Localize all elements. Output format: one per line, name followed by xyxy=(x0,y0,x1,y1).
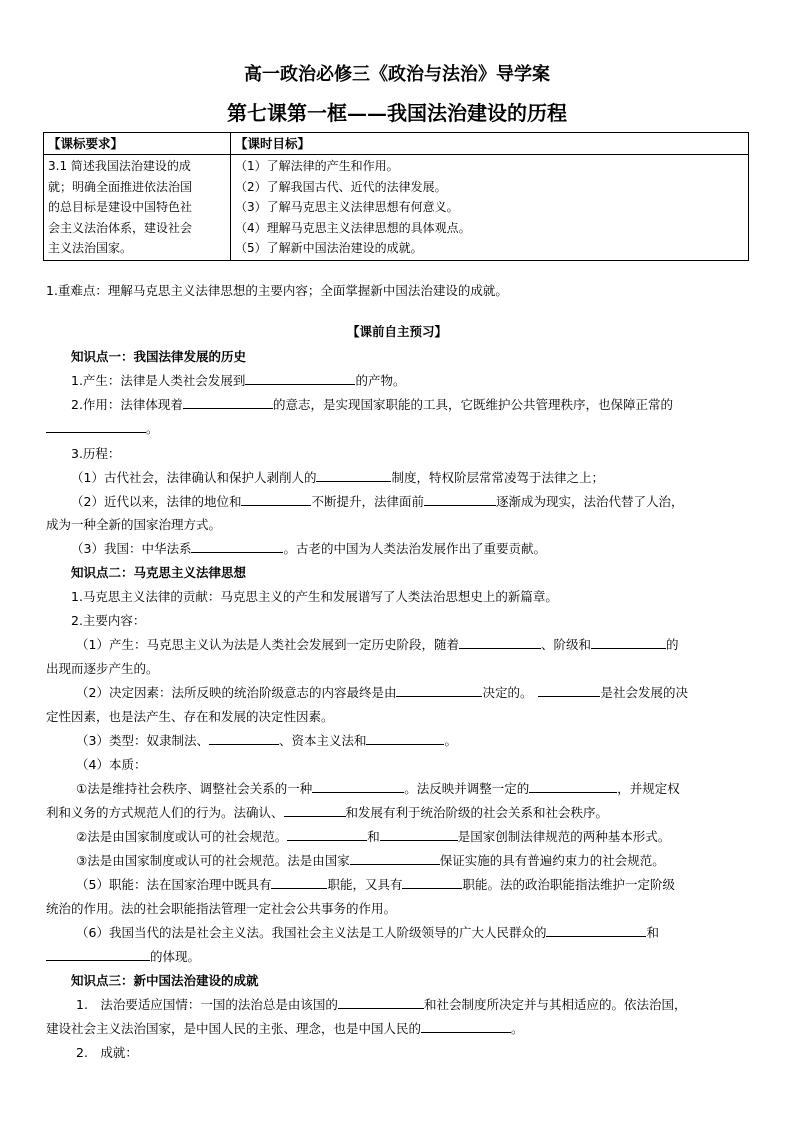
curriculum-standard-header: 【课标要求】 xyxy=(44,133,231,155)
fill-blank[interactable] xyxy=(402,876,462,889)
fill-blank[interactable] xyxy=(241,493,311,506)
standard-line: 主义法治国家。 xyxy=(48,241,133,255)
text-line: 利和义务的方式规范人们的行为。法确认、 和发展有利于统治阶级的社会关系和社会秩序。 xyxy=(46,805,609,820)
text-line: （2）近代以来，法律的地位和 不断提升，法律面前 逐渐成为现实，法治代替了人治， xyxy=(71,494,684,509)
text-line: 出现而逐步产生的。 xyxy=(46,661,159,676)
text-line: 1.产生：法律是人类社会发展到 的产物。 xyxy=(71,373,406,388)
text-line: 1. 法治要适应国情：一国的法治总是由该国的 和社会制度所决定并与其相适应的。依法治国， xyxy=(76,997,687,1012)
text-line: ③法是由国家制度或认可的社会规范。法是由国家 保证实施的具有普遍约束力的社会规范。 xyxy=(76,853,665,868)
lesson-goals-cell xyxy=(231,155,749,261)
fill-blank[interactable] xyxy=(366,732,444,745)
text-line: （1）产生：马克思主义认为法是人类社会发展到一定历史阶段，随着 、阶级和 的 xyxy=(76,637,679,652)
goal-item: （1）了解法律的产生和作用。 xyxy=(235,159,399,173)
objectives-table xyxy=(43,132,749,261)
text-line: （3）类型：奴隶制法、 、资本主义法和 。 xyxy=(76,733,457,748)
text-line: （5）职能：法在国家治理中既具有 职能，又具有 职能。法的政治职能指法维护一定阶级 xyxy=(76,877,675,892)
fill-blank[interactable] xyxy=(338,996,424,1009)
text-line: （1）古代社会，法律确认和保护人剥削人的 制度，特权阶层常常凌驾于法律之上； xyxy=(71,470,604,485)
text-line: 定性因素，也是法产生、存在和发展的决定性因素。 xyxy=(46,709,334,724)
fill-blank[interactable] xyxy=(271,876,327,889)
fill-blank[interactable] xyxy=(591,636,666,649)
fill-blank[interactable] xyxy=(46,948,150,961)
text-line: 2.主要内容： xyxy=(71,613,146,628)
fill-blank[interactable] xyxy=(245,372,355,385)
text-line: ①法是维持社会秩序、调整社会关系的一种 。法反映并调整一定的 ，并规定权 xyxy=(76,781,680,796)
lesson-goals-header: 【课时目标】 xyxy=(231,133,749,155)
curriculum-standard-cell xyxy=(44,155,231,261)
lesson-title: 第七课第一框——我国法治建设的历程 xyxy=(227,101,567,125)
goal-item: （4）理解马克思主义法律思想的具体观点。 xyxy=(235,220,471,235)
goal-item: （5）了解新中国法治建设的成就。 xyxy=(235,241,423,255)
fill-blank[interactable] xyxy=(209,732,279,745)
text-line: （4）本质： xyxy=(76,757,147,772)
knowledge-point-1-heading: 知识点一：我国法律发展的历史 xyxy=(71,349,247,364)
text-line: 1.马克思主义法律的贡献：马克思主义的产生和发展谱写了人类法治思想史上的新篇章。 xyxy=(71,589,558,604)
fill-blank[interactable] xyxy=(538,684,600,697)
goal-item: （3）了解马克思主义法律思想有何意义。 xyxy=(235,200,459,214)
text-line: （6）我国当代的法是社会主义法。我国社会主义法是工人阶级领导的广大人民群众的 和 xyxy=(76,925,659,940)
standard-line: 3.1 简述我国法治建设的成 xyxy=(48,159,191,173)
text-line: 。 xyxy=(46,419,159,437)
key-points: 1.重难点：理解马克思主义法律思想的主要内容；全面掌握新中国法治建设的成就。 xyxy=(46,283,508,298)
fill-blank[interactable] xyxy=(421,1020,511,1033)
knowledge-point-3-heading: 知识点三：新中国法治建设的成就 xyxy=(71,973,259,988)
standard-line: 会主义法治体系，建设社会 xyxy=(48,220,193,235)
fill-blank[interactable] xyxy=(46,420,146,433)
fill-blank[interactable] xyxy=(546,924,646,937)
text-line: （3）我国：中华法系 。古老的中国为人类法治发展作出了重要贡献。 xyxy=(71,541,546,556)
fill-blank[interactable] xyxy=(316,469,391,482)
text-line: 的体现。 xyxy=(46,947,200,965)
standard-line: 就；明确全面推进依法治国 xyxy=(48,179,193,194)
text-line: 建设社会主义法治国家，是中国人民的主张、理念，也是中国人民的 。 xyxy=(46,1021,524,1036)
fill-blank[interactable] xyxy=(287,828,367,841)
fill-blank[interactable] xyxy=(191,540,283,553)
fill-blank[interactable] xyxy=(380,828,458,841)
fill-blank[interactable] xyxy=(396,684,482,697)
knowledge-point-2-heading: 知识点二：马克思主义法律思想 xyxy=(71,565,247,580)
text-line: （2）决定因素：法所反映的统治阶级意志的内容最终是由 决定的。 是社会发展的决 xyxy=(76,685,688,700)
fill-blank[interactable] xyxy=(183,396,273,409)
text-line: 统治的作用。法的社会职能指法管理一定社会公共事务的作用。 xyxy=(46,901,397,916)
text-line: 2.作用：法律体现着 的意志，是实现国家职能的工具，它既维护公共管理秩序，也保障正常的 xyxy=(71,397,673,412)
text-line: 成为一种全新的国家治理方式。 xyxy=(46,517,222,532)
text-line: 3.历程： xyxy=(71,446,121,461)
fill-blank[interactable] xyxy=(284,804,346,817)
standard-line: 的总目标是建设中国特色社 xyxy=(48,200,193,214)
goal-item: （2）了解我国古代、近代的法律发展。 xyxy=(235,179,447,194)
fill-blank[interactable] xyxy=(529,780,617,793)
fill-blank[interactable] xyxy=(350,852,440,865)
text-line: 2. 成就： xyxy=(76,1045,138,1060)
document-title: 高一政治必修三《政治与法治》导学案 xyxy=(244,64,550,85)
fill-blank[interactable] xyxy=(459,636,541,649)
text-line: ②法是由国家制度或认可的社会规范。 和 是国家创制法律规范的两种基本形式。 xyxy=(76,829,671,844)
fill-blank[interactable] xyxy=(312,780,404,793)
preview-heading: 【课前自主预习】 xyxy=(346,324,447,339)
fill-blank[interactable] xyxy=(424,493,496,506)
